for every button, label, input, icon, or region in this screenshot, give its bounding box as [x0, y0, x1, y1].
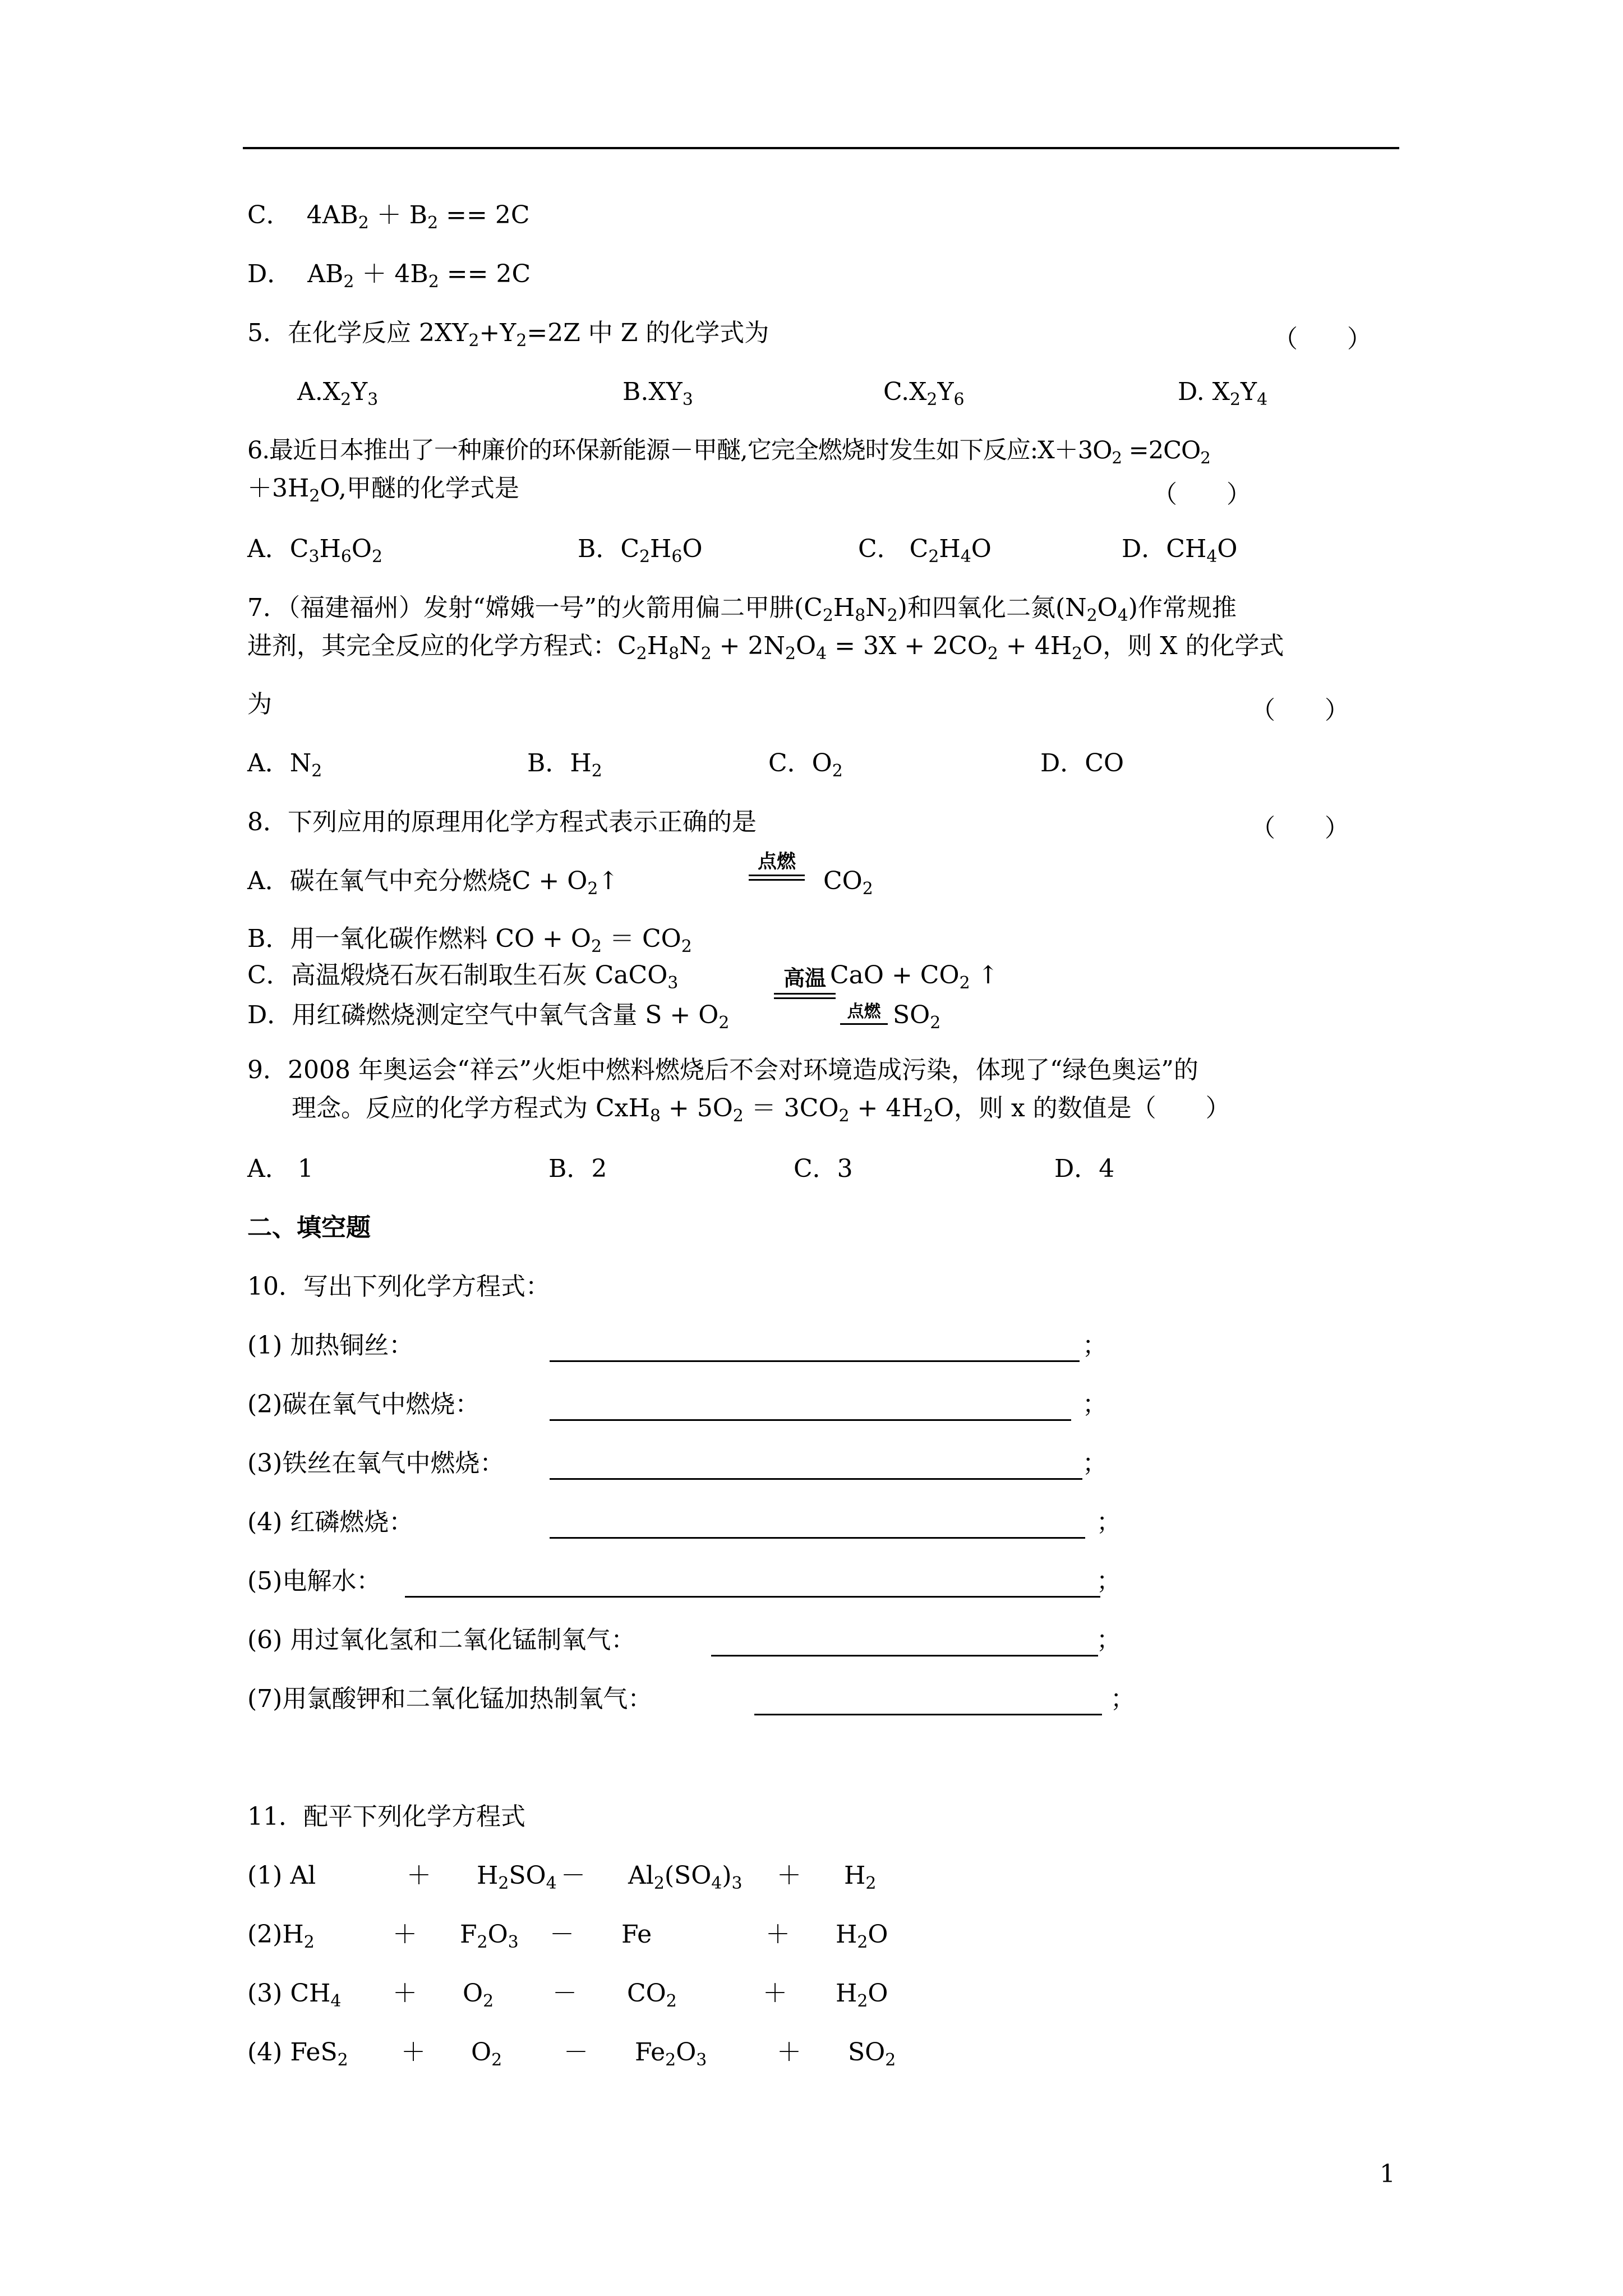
q9-stem-line1: 9．2008 年奥运会“祥云”火炬中燃料燃烧后不会对环境造成污染，体现了“绿色奥运”的 — [247, 1056, 1198, 1084]
q10-item-5-semicolon: ； — [1096, 1567, 1121, 1595]
q6-option-b: B．$C_2H_6O$ — [578, 535, 703, 567]
page-number: 1 — [1380, 2160, 1395, 2188]
q10-item-1-label: (1) 加热铜丝： — [247, 1331, 414, 1360]
section-heading-fill-in: 二、填空题 — [247, 1213, 371, 1242]
q11-eq3-reactant-2: $O_2$ — [463, 1979, 494, 2011]
header-rule — [243, 147, 1399, 149]
q11-eq1-reactant-1: (1) Al — [247, 1861, 316, 1890]
q7-stem-line2: 进剂，其完全反应的化学方程式：$C_2H_8N_2 + 2N_2O_4 = 3X + 2CO_2 + 4H_2O$，则 X 的化学式 — [247, 632, 1284, 664]
q11-eq2-minus: － — [550, 1920, 574, 1949]
q10-item-5-label: (5)电解水： — [247, 1567, 381, 1595]
q11-eq4-product-2: $SO_2$ — [848, 2038, 896, 2070]
q10-item-3-answer-blank[interactable] — [550, 1478, 1082, 1480]
q11-eq2-reactant-1: $(2)H_2$ — [247, 1920, 315, 1952]
q10-item-7-answer-blank[interactable] — [754, 1714, 1102, 1715]
q11-eq2-plus-1: ＋ — [393, 1920, 417, 1949]
q8-option-a: A．碳在氧气中充分燃烧$C + O_2↑$ — [247, 867, 619, 899]
q7-option-b: B．$H_2$ — [527, 749, 602, 781]
q8-c-condition: 高温 — [774, 961, 836, 999]
q10-item-1-semicolon: ； — [1082, 1331, 1107, 1360]
q10-item-3-label: (3)铁丝在氧气中燃烧： — [247, 1449, 505, 1478]
q4-option-d: D． $AB_2 + 4B_2 == 2C$ — [247, 260, 531, 292]
q6-stem-line2: $+3H_2O$,甲醚的化学式是 — [247, 474, 519, 506]
q11-eq4-product-1: $Fe_2O_3$ — [635, 2038, 707, 2070]
q11-eq3-reactant-1: (3) $CH_4$ — [247, 1979, 342, 2011]
q10-item-4-label: (4) 红磷燃烧： — [247, 1508, 414, 1536]
q6-stem-line1: 6.最近日本推出了一种廉价的环保新能源－甲醚,它完全燃烧时发生如下反应$:X+3O_2 =2CO_2$ — [247, 436, 1210, 467]
q8-a-condition: 点燃 — [749, 846, 805, 881]
q6-option-d: D．$CH_4O$ — [1122, 535, 1238, 567]
q10-item-6-label: (6) 用过氧化氢和二氧化锰制氧气： — [247, 1626, 636, 1654]
q11-eq4-minus: － — [564, 2038, 588, 2067]
q11-eq3-plus-2: ＋ — [763, 1979, 787, 2008]
q9-option-d: D．4 — [1054, 1154, 1115, 1183]
q7-option-d: D．CO — [1040, 749, 1124, 777]
q11-eq4-reactant-1: (4) FeS$_2$ — [247, 2038, 348, 2070]
q10-item-2-semicolon: ； — [1082, 1390, 1107, 1419]
q8-option-d: D．用红磷燃烧测定空气中氧气含量 $S + O_2$ — [247, 1001, 730, 1033]
q10-item-4-answer-blank[interactable] — [550, 1537, 1085, 1539]
q9-option-b: B．2 — [548, 1154, 607, 1183]
q5-option-d: D. $X_2Y_4$ — [1178, 378, 1268, 409]
q11-eq1-minus: － — [561, 1861, 585, 1890]
q7-stem-line3: 为 — [247, 690, 272, 719]
q8-d-product: $SO_2$ — [893, 1001, 941, 1033]
q5-option-b: $B.XY_3$ — [623, 378, 693, 409]
q9-option-c: C．3 — [794, 1154, 853, 1183]
q10-item-4-semicolon: ； — [1096, 1508, 1121, 1536]
q11-eq1-plus-2: ＋ — [777, 1861, 801, 1890]
q6-option-a: A．$C_3H_6O_2$ — [247, 535, 382, 567]
q10-item-2-label: (2)碳在氧气中燃烧： — [247, 1390, 480, 1419]
q9-stem-line2: 理念。反应的化学方程式为 $CxH_8 + 5O_2 = 3CO_2 + 4H_2O$，则 x 的数值是（ ） — [292, 1094, 1230, 1126]
q11-eq2-product-1: Fe — [621, 1920, 652, 1949]
q10-item-2-answer-blank[interactable] — [550, 1419, 1071, 1421]
q7-option-a: A．$N_2$ — [247, 749, 322, 781]
q11-eq3-plus-1: ＋ — [393, 1979, 417, 2008]
q8-a-product: $CO_2$ — [823, 867, 873, 899]
q10-item-7-label: (7)用氯酸钾和二氧化锰加热制氧气： — [247, 1685, 653, 1713]
q10-item-6-answer-blank[interactable] — [711, 1655, 1098, 1657]
q8-c-product: CaO + $CO_2$ ↑ — [830, 961, 999, 993]
q11-eq3-product-1: $CO_2$ — [627, 1979, 677, 2011]
q10-item-6-semicolon: ； — [1096, 1626, 1121, 1654]
q11-eq2-product-2: $H_2O$ — [836, 1920, 888, 1952]
q11-eq1-product-2: $H_2$ — [844, 1861, 877, 1893]
q11-eq3-minus: － — [552, 1979, 577, 2008]
q8-option-b: B．用一氧化碳作燃料 CO + $O_2 = CO_2$ — [247, 924, 692, 956]
q8-answer-paren: （ ） — [1251, 814, 1349, 843]
q11-eq4-reactant-2: $O_2$ — [471, 2038, 502, 2070]
q7-option-c: C．$O_2$ — [768, 749, 843, 781]
q11-eq4-plus-1: ＋ — [401, 2038, 426, 2067]
q11-eq3-product-2: $H_2O$ — [836, 1979, 888, 2011]
q8-stem: 8．下列应用的原理用化学方程式表示正确的是 — [247, 808, 757, 836]
q11-stem: 11．配平下列化学方程式 — [247, 1802, 525, 1831]
q5-option-c: $C.X_2Y_6$ — [883, 378, 965, 409]
q10-item-3-semicolon: ； — [1082, 1449, 1107, 1478]
q5-option-a: $A.X_2Y_3$ — [297, 378, 379, 409]
q5-answer-paren: （ ） — [1273, 325, 1372, 353]
q4-option-c: C． $4AB_2 + B_2 == 2C$ — [247, 201, 530, 233]
q11-eq1-reactant-2: $H_2SO_4$ — [477, 1861, 557, 1893]
q11-eq4-plus-2: ＋ — [777, 2038, 801, 2067]
q5-stem: 5．在化学反应 $2XY_2+Y_2=2Z$ 中 Z 的化学式为 — [247, 319, 769, 351]
q7-answer-paren: （ ） — [1251, 696, 1349, 725]
q6-answer-paren: （ ） — [1152, 480, 1251, 509]
q11-eq2-plus-2: ＋ — [766, 1920, 790, 1949]
q7-stem-line1: 7．（福建福州）发射“嫦娥一号”的火箭用偏二甲肼$(C_2H_8N_2)$和四氧化二氮$(N_2O_4)$作常规推 — [247, 593, 1237, 625]
q11-eq1-plus-1: ＋ — [407, 1861, 431, 1890]
q9-option-a: A． 1 — [247, 1154, 313, 1183]
q10-item-5-answer-blank[interactable] — [405, 1596, 1100, 1598]
q8-d-condition: 点燃 — [840, 997, 888, 1025]
q10-item-1-answer-blank[interactable] — [550, 1360, 1080, 1362]
q11-eq1-product-1: $Al_2(SO_4)_3$ — [628, 1861, 743, 1893]
q6-option-c: C． $C_2H_4O$ — [858, 535, 992, 567]
q10-stem: 10．写出下列化学方程式： — [247, 1272, 550, 1301]
q8-option-c: C．高温煅烧石灰石制取生石灰 CaCO$_3$ — [247, 961, 679, 993]
q11-eq2-reactant-2: $F_2O_3$ — [460, 1920, 519, 1952]
q10-item-7-semicolon: ； — [1110, 1685, 1135, 1713]
